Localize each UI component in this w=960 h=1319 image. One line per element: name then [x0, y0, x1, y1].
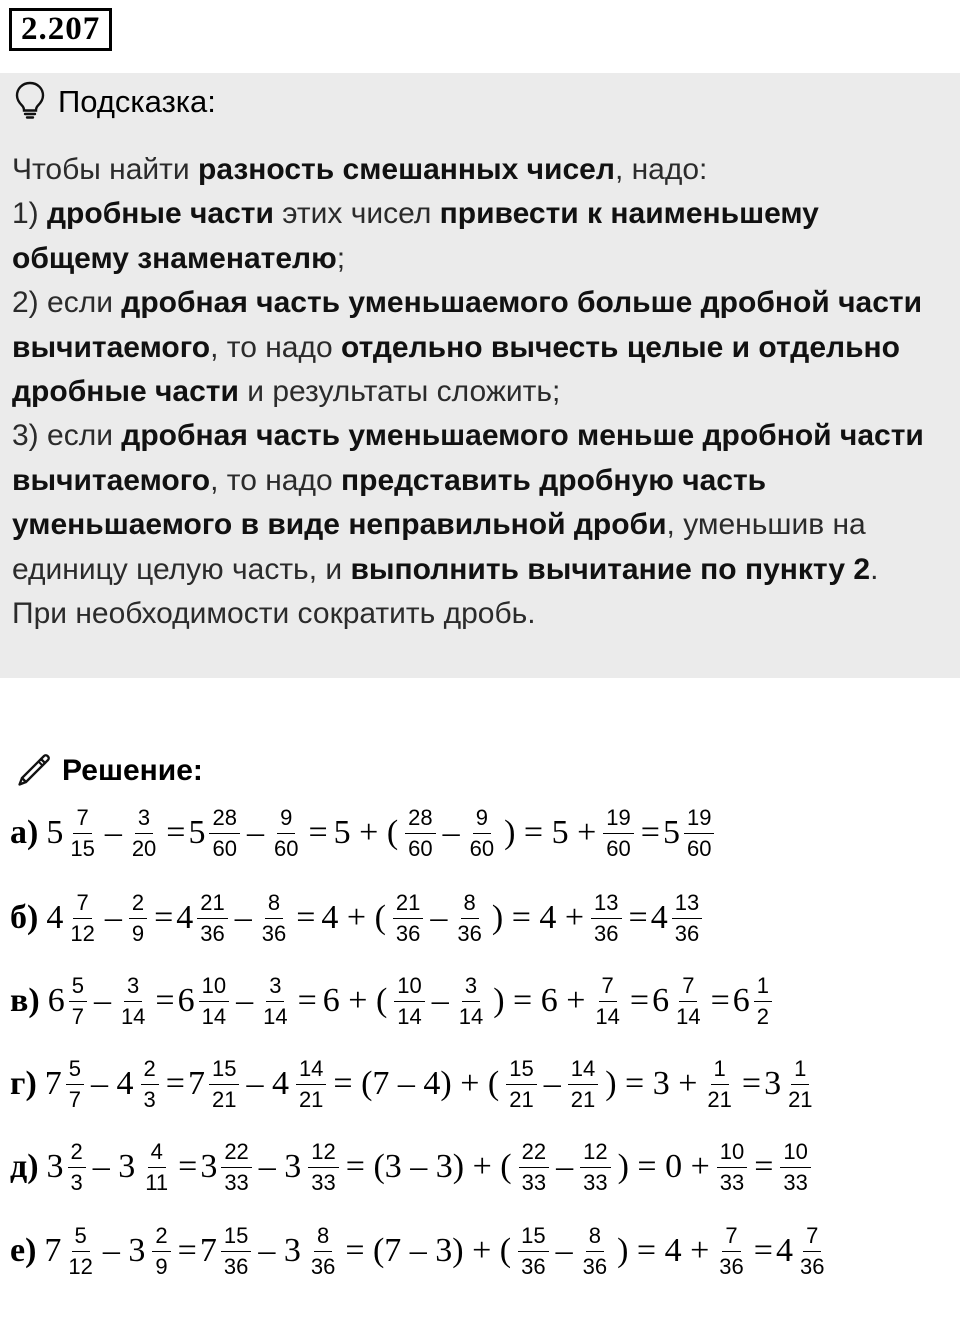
- equation-row: [10, 1218, 831, 1284]
- fraction: [65, 1223, 95, 1280]
- whole-part: 6: [652, 982, 670, 1019]
- numerator: 12: [580, 1139, 610, 1168]
- hint-line: [12, 459, 957, 503]
- hint-text: [12, 148, 957, 636]
- fraction: [684, 805, 714, 862]
- whole-part: 3: [200, 1148, 218, 1185]
- operator: – 3: [92, 1148, 136, 1185]
- equation-label: в): [10, 982, 40, 1019]
- fraction: [221, 1223, 251, 1280]
- hint-segment: При необходимости сократить дробь.: [12, 597, 536, 631]
- hint-line: [12, 148, 957, 192]
- denominator: 7: [71, 1003, 84, 1029]
- numerator: 12: [308, 1139, 338, 1168]
- operator: =: [754, 1148, 774, 1185]
- hint-emphasis: разность смешанных чисел: [198, 153, 615, 186]
- hint-line: [12, 503, 957, 547]
- operator: =: [308, 814, 328, 851]
- fraction: [152, 1223, 170, 1280]
- hint-line: [12, 548, 957, 592]
- fraction: [67, 890, 97, 947]
- fraction: [142, 1139, 171, 1196]
- operator: =: [741, 1065, 762, 1102]
- denominator: 33: [783, 1169, 808, 1195]
- fraction: [68, 1139, 86, 1196]
- numerator: 3: [462, 973, 480, 1002]
- numerator: 8: [461, 890, 479, 919]
- numerator: 8: [314, 1223, 332, 1252]
- hint-segment: ;: [336, 241, 346, 275]
- whole-part: 7: [199, 1232, 217, 1269]
- fraction: [67, 805, 97, 862]
- denominator: 20: [131, 835, 157, 861]
- denominator: 60: [212, 835, 237, 861]
- hint-emphasis: выполнить вычитание по пункту 2: [350, 552, 871, 586]
- numerator: 2: [68, 1139, 86, 1168]
- denominator: 60: [469, 835, 495, 861]
- hint-segment: , то надо: [210, 463, 342, 497]
- denominator: 36: [310, 1253, 336, 1279]
- operator: =: [628, 899, 648, 936]
- numerator: 7: [73, 890, 91, 919]
- numerator: 5: [66, 1056, 84, 1085]
- numerator: 1: [754, 973, 772, 1002]
- hint-emphasis: представить дробную часть: [341, 463, 767, 497]
- denominator: 33: [719, 1169, 745, 1195]
- operator: 6 + (: [322, 982, 388, 1019]
- numerator: 15: [209, 1056, 239, 1085]
- whole-part: 5: [46, 814, 64, 851]
- numerator: 1: [791, 1056, 809, 1085]
- fraction: [519, 1139, 549, 1196]
- numerator: 8: [265, 890, 283, 919]
- operator: =: [629, 982, 650, 1019]
- fraction: [393, 890, 423, 947]
- whole-part: 4: [775, 1232, 793, 1269]
- numerator: 13: [591, 890, 621, 919]
- denominator: 3: [70, 1169, 83, 1195]
- pencil-icon: [14, 749, 54, 794]
- denominator: 60: [606, 835, 631, 861]
- numerator: 1: [711, 1056, 729, 1085]
- fraction: [754, 973, 772, 1030]
- denominator: 9: [131, 920, 145, 946]
- fraction: [197, 890, 227, 947]
- numerator: 28: [405, 805, 435, 834]
- operator: 4 + (: [321, 899, 386, 936]
- equation-label: б): [10, 899, 39, 936]
- operator: =: [297, 982, 317, 1019]
- operator: =: [154, 899, 174, 936]
- operator: – 3: [258, 1232, 301, 1269]
- denominator: 14: [263, 1003, 288, 1029]
- hint-segment: 3) если: [12, 419, 122, 453]
- lightbulb-icon: [14, 80, 46, 125]
- hint-emphasis: привести к наименьшему: [439, 197, 819, 231]
- numerator: 13: [672, 890, 702, 919]
- operator: 5 + (: [333, 814, 399, 851]
- operator: – 3: [258, 1148, 302, 1185]
- denominator: 7: [68, 1086, 82, 1112]
- denominator: 21: [211, 1086, 237, 1112]
- numerator: 22: [221, 1139, 251, 1168]
- numerator: 5: [72, 1223, 90, 1252]
- numerator: 4: [148, 1139, 166, 1168]
- fraction: [271, 805, 301, 862]
- hint-emphasis: дробные части: [12, 375, 239, 409]
- hint-emphasis: отдельно вычесть целые и отдельно: [341, 330, 900, 364]
- operator: ) = 0 +: [617, 1148, 710, 1185]
- fraction: [260, 973, 290, 1030]
- whole-part: 5: [188, 814, 206, 851]
- whole-part: 4: [650, 899, 668, 936]
- hint-emphasis: вычитаемого: [12, 330, 211, 364]
- fraction: [454, 890, 484, 947]
- hint-header: [14, 80, 216, 124]
- denominator: 21: [298, 1086, 324, 1112]
- numerator: 7: [722, 1223, 740, 1252]
- operator: =: [165, 1065, 185, 1102]
- operator: –: [104, 899, 122, 936]
- numerator: 14: [568, 1056, 598, 1085]
- fraction: [394, 973, 424, 1030]
- hint-segment: .: [870, 552, 879, 586]
- denominator: 21: [788, 1086, 813, 1112]
- numerator: 3: [266, 973, 284, 1002]
- numerator: 19: [684, 805, 714, 834]
- fraction: [69, 973, 87, 1030]
- fraction: [209, 1056, 239, 1113]
- fraction: [66, 1056, 84, 1113]
- hint-segment: Чтобы найти: [12, 153, 199, 186]
- fraction: [129, 890, 147, 947]
- hint-line: [12, 237, 957, 281]
- numerator: 21: [393, 890, 423, 919]
- equation-label: а): [10, 814, 39, 851]
- hint-line: [12, 592, 957, 636]
- denominator: 60: [686, 835, 712, 861]
- whole-part: 7: [187, 1065, 205, 1102]
- denominator: 14: [120, 1003, 146, 1029]
- denominator: 14: [201, 1003, 227, 1029]
- hint-segment: , уменьшив на: [666, 508, 866, 542]
- hint-line: [12, 414, 957, 458]
- whole-part: 7: [44, 1065, 62, 1102]
- denominator: 36: [594, 920, 619, 946]
- fraction: [568, 1056, 598, 1113]
- denominator: 33: [521, 1169, 547, 1195]
- hint-segment: этих чисел: [273, 197, 440, 231]
- numerator: 3: [135, 805, 153, 834]
- whole-part: 5: [662, 814, 680, 851]
- numerator: 2: [152, 1223, 170, 1252]
- numerator: 7: [679, 973, 697, 1002]
- fraction: [580, 1139, 610, 1196]
- fraction: [603, 805, 633, 862]
- denominator: 36: [457, 920, 482, 946]
- denominator: 11: [145, 1169, 169, 1195]
- denominator: 36: [200, 920, 225, 946]
- whole-part: 3: [764, 1065, 782, 1102]
- hint-line: [12, 192, 957, 236]
- denominator: 36: [582, 1253, 608, 1279]
- numerator: 10: [780, 1139, 810, 1168]
- hint-emphasis: дробные части: [47, 197, 274, 231]
- whole-part: 4: [176, 899, 194, 936]
- numerator: 15: [518, 1223, 548, 1252]
- hint-segment: 2) если: [12, 286, 122, 320]
- whole-part: 4: [46, 899, 64, 936]
- numerator: 2: [129, 890, 147, 919]
- operator: – 3: [102, 1232, 146, 1269]
- hint-segment: , то надо: [210, 330, 342, 364]
- fraction: [209, 805, 239, 862]
- fraction: [296, 1056, 326, 1113]
- operator: –: [555, 1232, 573, 1269]
- denominator: 14: [458, 1003, 484, 1029]
- solution-title: Решение:: [62, 754, 203, 787]
- operator: –: [543, 1065, 561, 1102]
- fraction: [118, 973, 148, 1030]
- fraction: [467, 805, 497, 862]
- equation-row: [10, 1051, 820, 1117]
- task-number: 2.207: [9, 8, 112, 51]
- whole-part: 7: [44, 1232, 62, 1269]
- hint-segment: , надо:: [614, 153, 708, 186]
- denominator: 36: [719, 1253, 744, 1279]
- whole-part: 6: [177, 982, 195, 1019]
- operator: =: [155, 982, 175, 1019]
- fraction: [785, 1056, 815, 1113]
- fraction: [780, 1139, 810, 1196]
- operator: –: [556, 1148, 574, 1185]
- denominator: 36: [395, 920, 421, 946]
- hint-title: Подсказка:: [58, 84, 216, 119]
- whole-part: 6: [732, 982, 750, 1019]
- denominator: 9: [155, 1253, 168, 1279]
- operator: =: [166, 814, 186, 851]
- operator: –: [104, 814, 122, 851]
- denominator: 2: [756, 1003, 769, 1029]
- operator: = (3 – 3) + (: [345, 1148, 512, 1185]
- fraction: [672, 890, 702, 947]
- numerator: 7: [599, 973, 617, 1002]
- numerator: 21: [197, 890, 227, 919]
- hint-emphasis: общему знаменателю: [12, 241, 337, 275]
- numerator: 8: [586, 1223, 604, 1252]
- fraction: [141, 1056, 159, 1113]
- operator: – 4: [91, 1065, 134, 1102]
- hint-segment: 1): [12, 197, 48, 231]
- denominator: 36: [521, 1253, 546, 1279]
- numerator: 28: [209, 805, 239, 834]
- fraction: [308, 1139, 338, 1196]
- numerator: 7: [73, 805, 91, 834]
- denominator: 33: [583, 1169, 608, 1195]
- operator: – 4: [246, 1065, 289, 1102]
- solution-header: [14, 748, 203, 794]
- fraction: [129, 805, 159, 862]
- fraction: [797, 1223, 827, 1280]
- operator: –: [431, 982, 449, 1019]
- denominator: 36: [261, 920, 287, 946]
- numerator: 7: [803, 1223, 821, 1252]
- fraction: [405, 805, 435, 862]
- operator: ) = 3 +: [605, 1065, 698, 1102]
- denominator: 36: [799, 1253, 825, 1279]
- operator: = (7 – 4) + (: [333, 1065, 500, 1102]
- operator: =: [296, 899, 316, 936]
- fraction: [199, 973, 229, 1030]
- denominator: 3: [143, 1086, 156, 1112]
- denominator: 14: [595, 1003, 620, 1029]
- denominator: 15: [70, 835, 95, 861]
- numerator: 15: [506, 1056, 536, 1085]
- operator: ) = 6 +: [493, 982, 586, 1019]
- operator: =: [753, 1232, 773, 1269]
- numerator: 10: [394, 973, 424, 1002]
- fraction: [221, 1139, 251, 1196]
- denominator: 14: [676, 1003, 701, 1029]
- numerator: 5: [69, 973, 87, 1002]
- denominator: 12: [70, 920, 95, 946]
- denominator: 14: [397, 1003, 422, 1029]
- operator: –: [236, 982, 254, 1019]
- operator: –: [234, 899, 252, 936]
- equation-label: г): [10, 1065, 37, 1102]
- operator: =: [178, 1148, 198, 1185]
- denominator: 33: [224, 1169, 249, 1195]
- operator: –: [246, 814, 264, 851]
- operator: =: [640, 814, 660, 851]
- fraction: [506, 1056, 536, 1113]
- operator: = (7 – 3) + (: [345, 1232, 512, 1269]
- fraction: [259, 890, 289, 947]
- numerator: 3: [124, 973, 142, 1002]
- denominator: 12: [68, 1253, 93, 1279]
- denominator: 60: [273, 835, 299, 861]
- fraction: [716, 1223, 746, 1280]
- fraction: [308, 1223, 338, 1280]
- operator: –: [430, 899, 448, 936]
- equation-row: [10, 800, 718, 866]
- operator: ) = 5 +: [504, 814, 597, 851]
- equation-row: [10, 1134, 815, 1200]
- numerator: 9: [277, 805, 295, 834]
- operator: ) = 4 +: [617, 1232, 710, 1269]
- operator: =: [710, 982, 730, 1019]
- fraction: [592, 973, 622, 1030]
- hint-emphasis: вычитаемого: [12, 463, 211, 497]
- hint-segment: единицу целую часть, и: [12, 552, 351, 586]
- fraction: [591, 890, 621, 947]
- operator: –: [93, 982, 111, 1019]
- whole-part: 6: [47, 982, 65, 1019]
- equation-label: е): [10, 1232, 37, 1269]
- numerator: 15: [221, 1223, 251, 1252]
- whole-part: 3: [46, 1148, 64, 1185]
- denominator: 21: [509, 1086, 534, 1112]
- denominator: 36: [674, 920, 700, 946]
- fraction: [580, 1223, 610, 1280]
- numerator: 9: [473, 805, 491, 834]
- operator: –: [442, 814, 460, 851]
- denominator: 36: [223, 1253, 249, 1279]
- hint-emphasis: дробная часть уменьшаемого меньше дробной части: [121, 419, 924, 453]
- hint-emphasis: уменьшаемого в виде неправильной дроби: [12, 508, 667, 542]
- hint-line: [12, 281, 957, 325]
- hint-segment: и результаты сложить;: [238, 375, 561, 409]
- denominator: 21: [570, 1086, 596, 1112]
- hint-emphasis: дробная часть уменьшаемого больше дробной части: [121, 286, 923, 320]
- denominator: 60: [408, 835, 433, 861]
- numerator: 10: [199, 973, 229, 1002]
- fraction: [673, 973, 703, 1030]
- denominator: 33: [311, 1169, 336, 1195]
- equation-label: д): [10, 1148, 39, 1185]
- numerator: 10: [717, 1139, 747, 1168]
- fraction: [518, 1223, 548, 1280]
- operator: ) = 4 +: [491, 899, 585, 936]
- numerator: 19: [603, 805, 633, 834]
- numerator: 14: [296, 1056, 326, 1085]
- numerator: 22: [519, 1139, 549, 1168]
- fraction: [717, 1139, 747, 1196]
- equation-row: [10, 968, 776, 1034]
- hint-line: [12, 370, 957, 414]
- denominator: 21: [707, 1086, 732, 1112]
- hint-line: [12, 326, 957, 370]
- operator: =: [177, 1232, 197, 1269]
- fraction: [704, 1056, 734, 1113]
- numerator: 2: [141, 1056, 159, 1085]
- fraction: [456, 973, 486, 1030]
- equation-row: [10, 885, 706, 951]
